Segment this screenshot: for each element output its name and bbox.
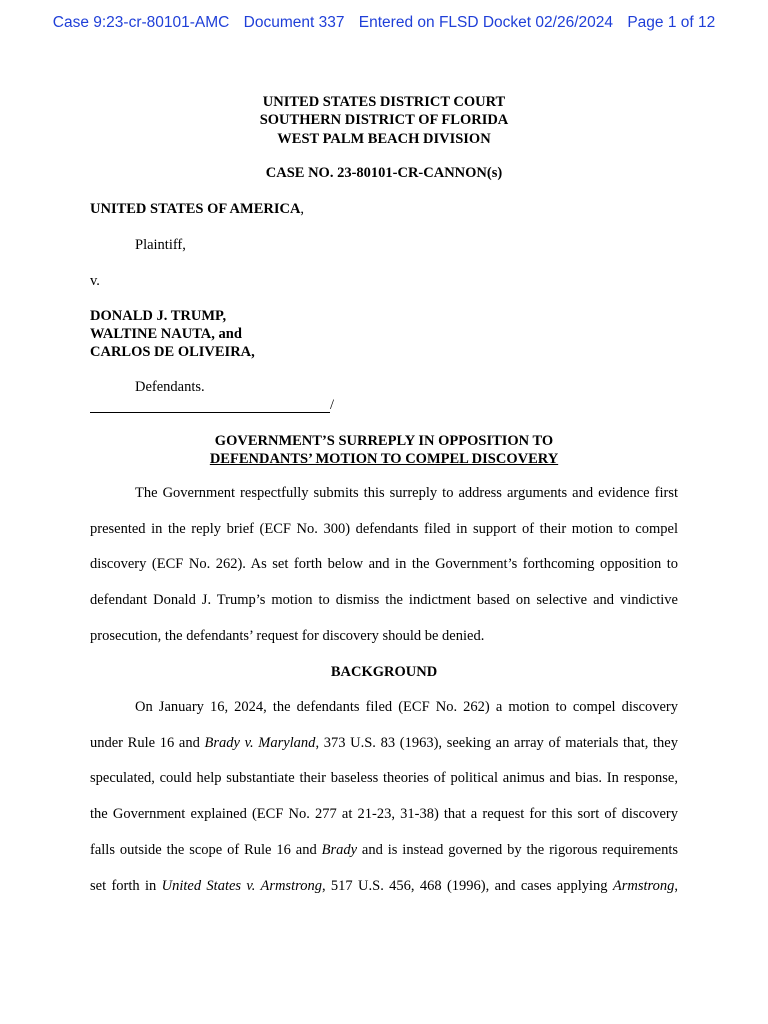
text-run: and is instead governed by the rigorous requirements xyxy=(357,841,678,858)
intro-line: discovery (ECF No. 262). As set forth below and in the Government’s forthcoming opposition to xyxy=(90,556,678,573)
text-run: set forth in xyxy=(90,877,162,894)
case-citation: Brady xyxy=(321,841,358,858)
background-line: the Government explained (ECF No. 277 at 21-23, 31-38) that a request for this sort of discovery xyxy=(90,806,678,823)
plaintiff-name xyxy=(90,200,304,218)
plaintiff-label: Plaintiff, xyxy=(135,237,186,253)
title-line-1: GOVERNMENT’S SURREPLY IN OPPOSITION TO xyxy=(214,433,554,449)
court-heading xyxy=(0,93,768,148)
court-division: WEST PALM BEACH DIVISION xyxy=(277,130,491,147)
plaintiff-name-comma: , xyxy=(300,201,305,217)
title-line-2: DEFENDANTS’ MOTION TO COMPEL DISCOVERY xyxy=(209,451,559,468)
background-line xyxy=(90,869,678,905)
docket-entry-date: Entered on FLSD Docket 02/26/2024 xyxy=(358,14,613,31)
court-name: UNITED STATES DISTRICT COURT xyxy=(262,94,506,110)
document-title xyxy=(0,432,768,469)
defendant-trump: DONALD J. TRUMP, xyxy=(90,308,227,324)
document-number: Document 337 xyxy=(243,14,345,31)
case-citation: United States v. Armstrong xyxy=(161,877,322,894)
text-run: under Rule 16 and xyxy=(90,734,205,751)
background-line: On January 16, 2024, the defendants filed (ECF No. 262) a motion to compel discovery xyxy=(135,699,678,715)
case-citation: Brady v. Maryland xyxy=(204,734,316,751)
intro-paragraph xyxy=(90,476,678,655)
case-number: Case 9:23-cr-80101-AMC xyxy=(52,14,230,31)
case-citation: Armstrong xyxy=(612,877,675,894)
intro-line: presented in the reply brief (ECF No. 300) defendants filed in support of their motion to compel xyxy=(90,520,678,537)
case-no: CASE NO. 23-80101-CR-CANNON(s) xyxy=(265,165,503,181)
text-run: , 517 U.S. 456, 468 (1996), and cases applying xyxy=(321,877,613,894)
defendant-nauta: WALTINE NAUTA, and xyxy=(90,326,242,342)
caption-slash: / xyxy=(330,397,335,413)
background-line xyxy=(90,726,678,762)
defendant-de-oliveira: CARLOS DE OLIVEIRA, xyxy=(90,344,255,360)
background-paragraph xyxy=(90,690,678,904)
text-run: , 373 U.S. 83 (1963), seeking an array of materials that, they xyxy=(315,734,678,751)
intro-line: prosecution, the defendants’ request for discovery should be denied. xyxy=(90,627,485,644)
plaintiff-name-text: UNITED STATES OF AMERICA xyxy=(90,201,301,217)
court-district: SOUTHERN DISTRICT OF FLORIDA xyxy=(259,112,509,129)
intro-line: The Government respectfully submits this surreply to address arguments and evidence first xyxy=(135,485,678,501)
caption-rule xyxy=(90,412,330,413)
versus: v. xyxy=(90,273,100,289)
background-heading: BACKGROUND xyxy=(330,664,438,680)
background-line: speculated, could help substantiate their baseless theories of political animus and bias. In response, xyxy=(90,770,678,787)
text-run: falls outside the scope of Rule 16 and xyxy=(90,841,322,858)
text-run: , xyxy=(674,877,679,894)
intro-line: defendant Donald J. Trump’s motion to dismiss the indictment based on selective and vindictive xyxy=(90,592,678,609)
docket-header xyxy=(0,14,768,32)
background-line xyxy=(90,833,678,869)
defendants-label: Defendants. xyxy=(135,379,205,395)
page-indicator: Page 1 of 12 xyxy=(627,14,716,31)
